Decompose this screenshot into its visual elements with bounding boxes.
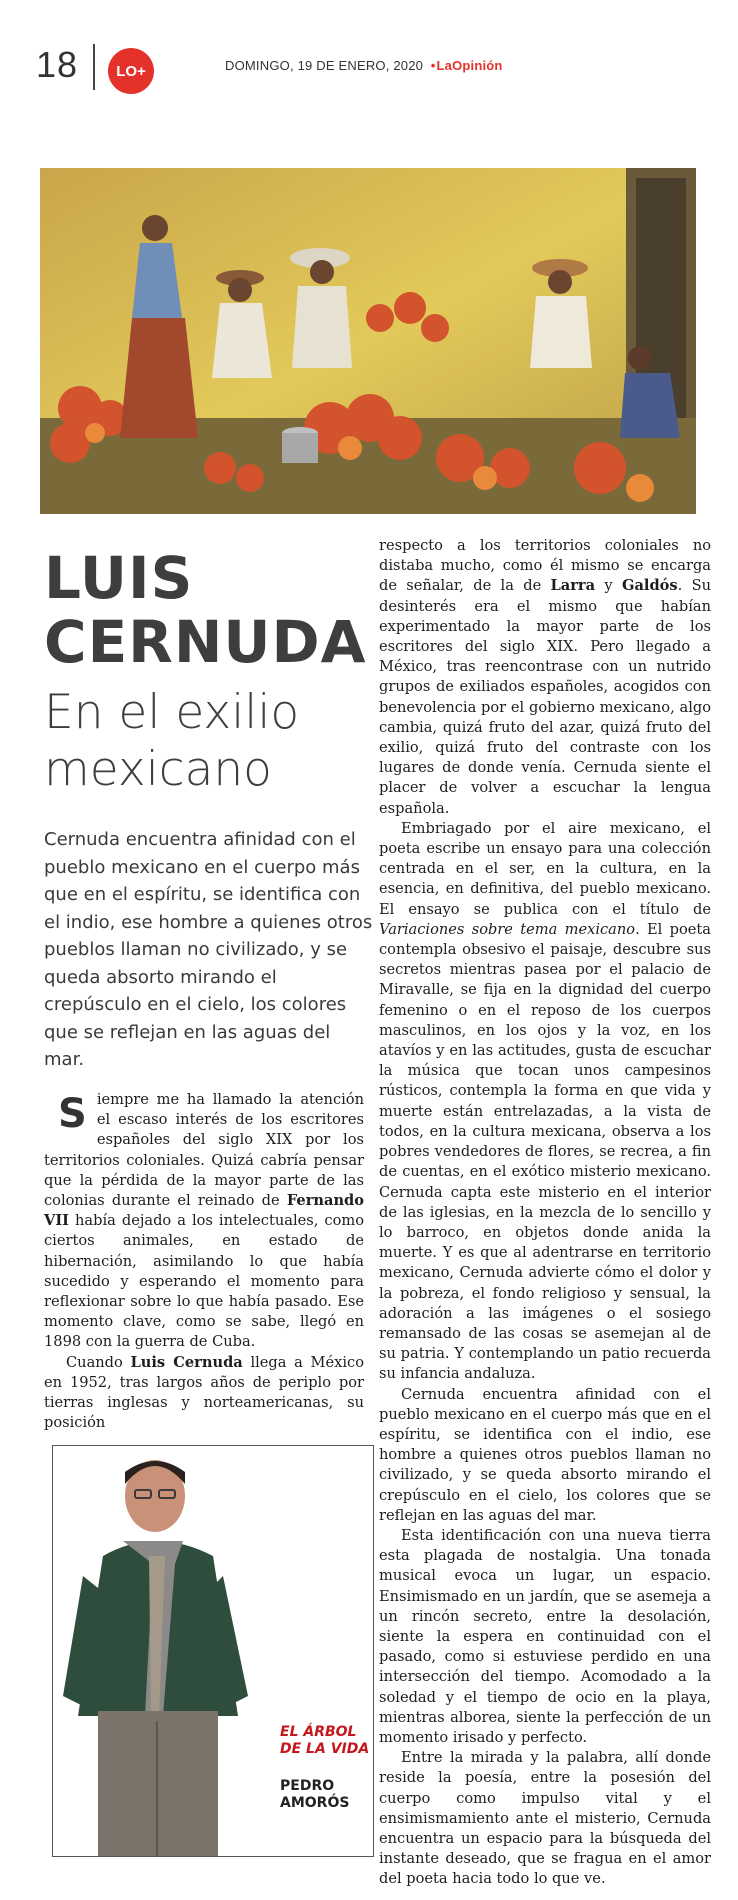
text-run: respecto a los territorios coloniales no distaba mucho, como él mismo se encarga de señalar, de la de — [379, 537, 711, 595]
paragraph-3 — [379, 819, 711, 1385]
page-number: 18 — [36, 44, 79, 85]
paragraph-6: Entre la mirada y la palabra, allí donde reside la poesía, entre la posesión del cuerpo como impulso vital y el ensimismamiento ante el misterio, Cernuda encuentra un espacio para la búsqueda del instante deseado, que se fragua en el amor del poeta hacia todo lo que ve. — [379, 1749, 711, 1888]
text-run: Cuando — [66, 1353, 131, 1371]
painting-flower-vendors-icon — [40, 168, 696, 514]
text-run-italic: Variaciones sobre tema mexicano — [379, 920, 636, 938]
header-divider — [93, 44, 95, 90]
paragraph-4: Cernuda encuentra afinidad con el pueblo mexicano en el cuerpo más que en el espíritu, se identifica con el indio, ese hombre a quienes otros pueblos llaman no civilizado, y se queda absorto mirando el crepúsculo en el cielo, los colores que se reflejan en las aguas del mar. — [379, 1385, 711, 1524]
section-logo: LO+ — [108, 48, 154, 94]
author-line1: PEDRO — [280, 1778, 335, 1794]
text-run: . Su desinterés era el mismo que habían experimentado la mayor parte de los escritores del siglo XIX. Pero llegado a México, tras reencontrase con un nutrido grupos de exiliados españoles, acogidos con benevolencia por el gobierno mexicano, algo cambia, quizá fruto del azar, quizá fruto del exilio, quizá fruto del contraste con los lugares de donde venía. Cernuda siente el placer de volver a escuchar la lengua española. — [379, 577, 711, 817]
paragraph-2-continued — [379, 536, 711, 819]
brand-prefix: La — [436, 58, 453, 73]
text-run-bold: Larra — [550, 577, 596, 595]
column-section-tag — [280, 1724, 369, 1758]
text-run: . El poeta contempla obsesivo el paisaje, descubre sus secretos mientras pasea por el palacio de Miravalle, se fija en la dignidad del cuerpo femenino o en el reposo de los cuerpos masculinos, en los ojos y la voz, en los atavíos y en las actitudes, gusta de escuchar la música que tocan unos campesinos rústicos, contempla la forma en que vida y muerte están entrelazadas, a la vista de todos, en la cultura mexicana, observa a los pobres vendedores de flores, se recrea, a fin de cuentas, en el exótico misterio mexicano. Cernuda capta este misterio en el interior de las iglesias, en la mezcla de lo sencillo y lo barroco, en objetos donde anida la muerte. Y es que al adentrarse en territorio mexicano, Cernuda advierte cómo el dolor y la pobreza, el fondo religioso y sensual, la adoración a las imágenes o el sosiego remansado de las cosas se asemejan al de su patria. Y contemplando un patio recuerda su infancia andaluza. — [379, 920, 711, 1383]
author-name — [280, 1778, 349, 1812]
text-run-bold: Galdós — [622, 577, 678, 595]
text-run: Embriagado por el aire mexicano, el poeta escribe un ensayo para una colección centrada en el ser, en la cultura, en la esencia, en definitiva, del pueblo mexicano. El ensayo se publica con el título de — [379, 819, 711, 918]
section-line2: DE LA VIDA — [280, 1741, 370, 1757]
paragraph-2 — [44, 1353, 364, 1434]
text-run: y — [595, 577, 622, 595]
text-run: había dejado a los intelectuales, como ciertos animales, en estado de hibernación, asimilando lo que había sucedido y esperando el momento para reflexionar sobre lo que había pasado. Ese momento clave, como se sabe, llegó en 1898 con la guerra de Cuba. — [44, 1212, 364, 1351]
text-run-bold: Fernando VII — [44, 1192, 364, 1230]
article-body-left — [44, 1090, 364, 1433]
article-lead: Cernuda encuentra afinidad con el pueblo mexicano en el cuerpo más que en el espíritu, se identifica con el indio, ese hombre a quienes otros pueblos llaman no civilizado, y se queda absorto mirando el crepúsculo en el cielo, los colores que se reflejan en las aguas del mar. — [44, 829, 373, 1070]
article-subtitle: En el exilio mexicano — [44, 685, 300, 797]
header-dateline — [225, 58, 503, 73]
brand-dot: • — [426, 58, 436, 73]
hero-painting — [40, 168, 696, 514]
article-title-line1: LUIS — [44, 544, 194, 612]
paragraph-1 — [44, 1090, 364, 1353]
text-run: iempre me ha llamado la atención el escaso interés de los escritores españoles del siglo XIX por los territorios coloniales. Quizá cabría pensar que la pérdida de la mayor parte de las colonias durante el reinado de — [44, 1091, 364, 1210]
paragraph-5: Esta identificación con una nueva tierra esta plagada de nostalgia. Una tonada musical evoca un lugar, un espacio. Ensimismado en un jardín, que se asemeja a un rincón secreto, entre la desolación, siente la espera en continuidad con el pasado, como si estuviese perdido en una intersección del tiempo. Acomodado a la soledad y el tiempo de ocio en la playa, mientras alborea, siente la perfección de un momento irisado y perfecto. — [379, 1526, 711, 1746]
text-run-bold: Luis Cernuda — [130, 1353, 243, 1371]
drop-cap: S — [58, 1091, 87, 1137]
article-body-right — [379, 536, 711, 1890]
section-line1: EL ÁRBOL — [280, 1724, 357, 1740]
author-line2: AMORÓS — [280, 1795, 350, 1811]
brand-name: Opinión — [452, 58, 503, 73]
date-text: DOMINGO, 19 DE ENERO, 2020 — [225, 58, 424, 73]
text-run: llega a México en 1952, tras largos años de periplo por tierras inglesas y norteamericanas, su posición — [44, 1353, 364, 1432]
article-title-line2: CERNUDA — [44, 608, 367, 676]
